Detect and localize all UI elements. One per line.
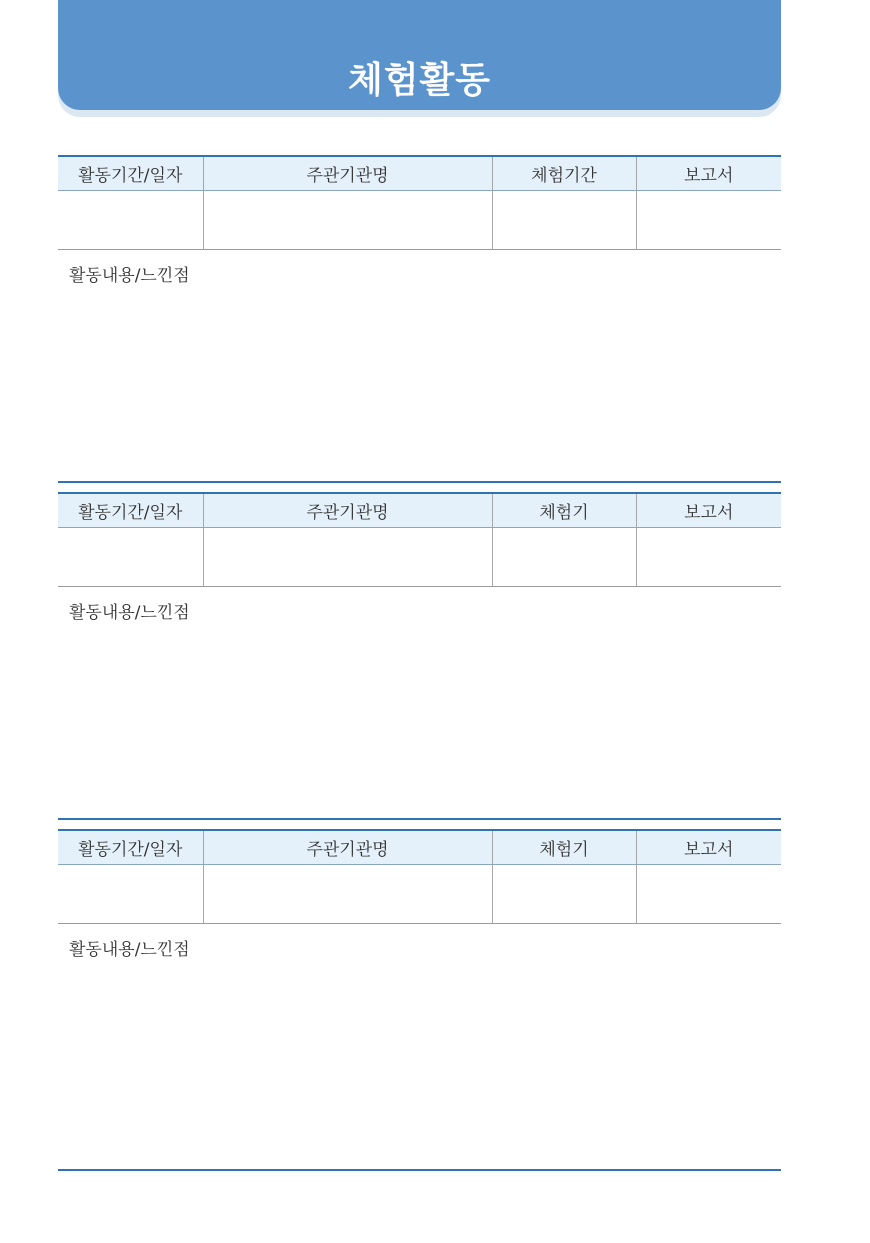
organization-cell[interactable] [203, 191, 492, 250]
duration-cell[interactable] [492, 528, 636, 587]
section-divider [58, 818, 781, 820]
content-label: 활동내용/느낀점 [69, 940, 190, 960]
content-label: 활동내용/느낀점 [69, 266, 190, 286]
table-row [58, 528, 781, 587]
organization-cell[interactable] [203, 528, 492, 587]
column-header-report: 보고서 [636, 830, 781, 865]
period-cell[interactable] [58, 865, 203, 924]
column-header-report: 보고서 [636, 493, 781, 528]
column-header-duration: 체험기 [492, 493, 636, 528]
duration-cell[interactable] [492, 191, 636, 250]
table-header-row [58, 156, 781, 191]
period-cell[interactable] [58, 191, 203, 250]
column-header-duration: 체험기간 [492, 156, 636, 191]
content-label: 활동내용/느낀점 [69, 603, 190, 623]
table-header-row [58, 830, 781, 865]
report-cell[interactable] [636, 865, 781, 924]
bottom-divider [58, 1169, 781, 1171]
page-header-banner [58, 0, 781, 110]
table-header-row [58, 493, 781, 528]
column-header-organization: 주관기관명 [203, 830, 492, 865]
column-header-organization: 주관기관명 [203, 493, 492, 528]
organization-cell[interactable] [203, 865, 492, 924]
activity-info-table [58, 829, 781, 924]
report-cell[interactable] [636, 528, 781, 587]
duration-cell[interactable] [492, 865, 636, 924]
column-header-organization: 주관기관명 [203, 156, 492, 191]
column-header-period: 활동기간/일자 [58, 156, 203, 191]
table-row [58, 865, 781, 924]
page-title: 체험활동 [347, 60, 492, 101]
period-cell[interactable] [58, 528, 203, 587]
column-header-period: 활동기간/일자 [58, 493, 203, 528]
report-cell[interactable] [636, 191, 781, 250]
column-header-period: 활동기간/일자 [58, 830, 203, 865]
activity-info-table [58, 155, 781, 250]
table-row [58, 191, 781, 250]
column-header-duration: 체험기 [492, 830, 636, 865]
activity-info-table [58, 492, 781, 587]
section-divider [58, 481, 781, 483]
column-header-report: 보고서 [636, 156, 781, 191]
